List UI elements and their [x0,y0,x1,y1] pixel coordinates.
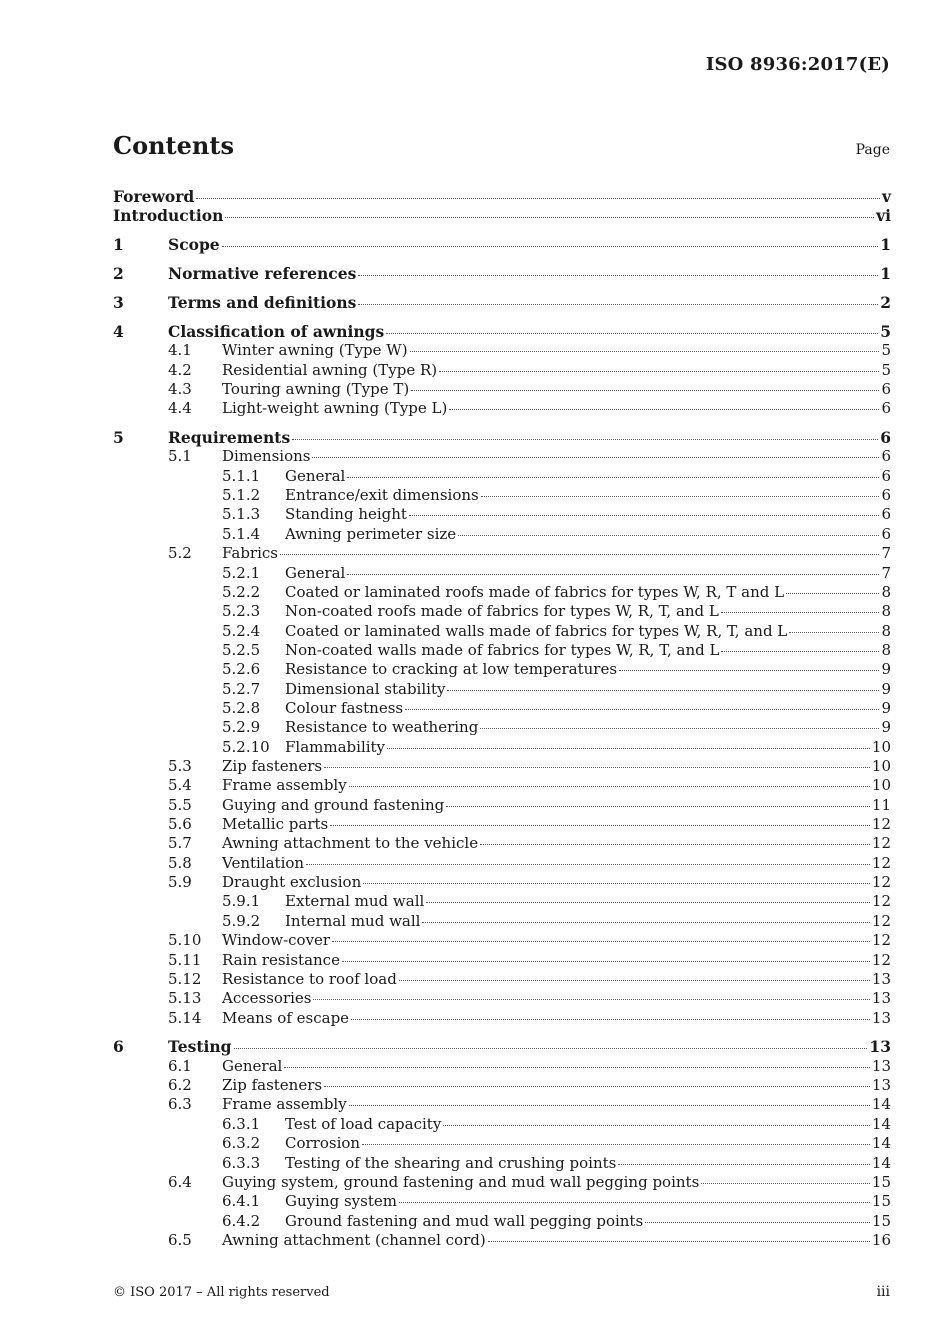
toc-entry-number: 5.2.10 [222,737,270,756]
toc-entry-title: Introduction [113,206,224,226]
toc-entry[interactable] [222,912,891,931]
dot-leader [443,1125,870,1126]
toc-entry[interactable] [168,796,891,815]
toc-entry[interactable] [168,776,891,795]
dot-leader [458,535,879,536]
toc-entry-page: 15 [871,1192,891,1211]
toc-entry[interactable] [168,1057,891,1076]
toc-entry-number: 5.13 [168,989,202,1008]
toc-entry-number: 5.5 [168,795,192,814]
toc-entry-page: 6 [881,447,891,466]
toc-entry-number: 5.2.5 [222,640,261,659]
toc-entry-page: 9 [881,679,891,698]
toc-entry-title: Corrosion [285,1134,361,1153]
dot-leader [313,999,869,1000]
toc-entry-number: 5.3 [168,757,192,775]
dot-leader [222,246,879,247]
toc-entry[interactable] [168,854,891,873]
toc-entry-title: Window-cover [222,931,331,950]
toc-entry-number: 5.1.1 [222,466,261,485]
toc-entry[interactable] [168,815,891,834]
toc-entry[interactable] [168,544,891,563]
toc-entry-page: 8 [881,621,891,640]
toc-entry-page: 16 [871,1230,891,1249]
toc-entry-number: 5.4 [168,776,192,795]
dot-leader [292,439,878,440]
toc-entry-page: 6 [881,399,891,418]
dot-leader [789,632,879,633]
toc-entry-number: 5.2.9 [222,718,261,737]
dot-leader [349,786,870,787]
toc-entry[interactable] [168,1009,891,1028]
toc-entry-title: Ventilation [222,853,305,872]
contents-heading: Contents [113,131,234,160]
toc-entry[interactable] [222,622,891,641]
toc-entry-number: 6.3.2 [222,1134,261,1153]
toc-entry-title: Coated or laminated roofs made of fabrics for types W, R, T and L [285,582,785,601]
toc-entry[interactable] [222,467,891,486]
dot-leader [619,670,879,671]
toc-entry[interactable] [222,718,891,737]
toc-entry-title: Resistance to weathering [285,718,479,737]
toc-entry-page: 1 [880,235,891,255]
dot-leader [480,844,870,845]
dot-leader [312,457,879,458]
toc-entry-page: 12 [871,873,891,892]
dot-leader [363,883,870,884]
toc-entry-number: 5.10 [168,931,202,950]
toc-entry-page: 8 [881,582,891,601]
toc-entry-title: Foreword [113,187,195,206]
toc-entry-page: 14 [871,1134,891,1153]
toc-entry[interactable] [168,447,891,466]
toc-entry[interactable] [222,525,891,544]
dot-leader [347,574,879,575]
dot-leader [362,1144,870,1145]
toc-entry-number: 5.2.3 [222,602,261,621]
toc-entry-title: Flammability [285,737,386,756]
toc-entry-title: Ground fastening and mud wall pegging points [285,1211,644,1230]
toc-entry[interactable] [168,1231,891,1250]
toc-entry[interactable] [168,341,891,360]
toc-entry-page: 6 [881,379,891,398]
toc-entry-title: Awning attachment (channel cord) [222,1230,486,1249]
toc-entry-page: 10 [871,776,891,795]
toc-entry[interactable] [222,641,891,660]
dot-leader [399,980,870,981]
toc-entry-page: 13 [871,989,891,1008]
toc-entry-title: Entrance/exit dimensions [285,486,479,505]
toc-entry-number: 5.8 [168,853,192,872]
toc-entry-page: 15 [871,1172,891,1191]
toc-entry-title: Awning perimeter size [285,524,457,543]
toc-entry[interactable] [168,873,891,892]
toc-entry-title: Non-coated walls made of fabrics for types W, R, T, and L [285,640,720,659]
toc-entry-title: Draught exclusion [222,873,362,892]
toc-entry-title: Dimensional stability [285,679,446,698]
toc-entry[interactable] [222,564,891,583]
toc-entry-number: 6.5 [168,1230,192,1249]
toc-entry[interactable] [113,322,891,341]
toc-entry[interactable] [222,505,891,524]
dot-leader [386,333,878,334]
dot-leader [405,709,879,710]
dot-leader [480,728,879,729]
toc-entry-page: 6 [881,486,891,505]
toc-entry[interactable] [168,757,891,776]
toc-entry[interactable] [113,206,891,225]
toc-entry-number: 5.9 [168,873,192,892]
toc-entry[interactable] [168,951,891,970]
toc-entry[interactable] [168,1076,891,1095]
toc-entry-title: Metallic parts [222,815,329,833]
toc-entry-title: Means of escape [222,1008,350,1027]
toc-entry-number: 6.3.3 [222,1153,261,1172]
dot-leader [422,922,869,923]
toc-entry[interactable] [168,931,891,950]
toc-entry-page: 7 [881,563,891,582]
toc-entry-number: 5.6 [168,815,192,833]
toc-entry-number: 4 [113,321,124,341]
toc-entry-title: Residential awning (Type R) [222,360,438,379]
toc-entry-page: 9 [881,660,891,679]
dot-leader [358,304,878,305]
toc-entry-page: 5 [880,321,891,341]
toc-entry-title: General [222,1056,283,1075]
dot-leader [409,515,879,516]
toc-entry-number: 5.9.1 [222,892,261,911]
toc-entry[interactable] [168,834,891,853]
toc-entry-number: 6.1 [168,1056,192,1075]
dot-leader [280,554,879,555]
dot-leader [349,1105,870,1106]
toc-entry-page: 13 [869,1037,891,1057]
toc-entry-number: 5 [113,428,124,447]
toc-entry-number: 5.2.8 [222,698,261,717]
toc-entry-number: 6.3 [168,1095,192,1114]
dot-leader [488,1241,870,1242]
toc-entry-number: 6.4 [168,1172,192,1191]
toc-entry[interactable] [168,970,891,989]
toc-entry-number: 6.2 [168,1076,192,1095]
dot-leader [786,593,879,594]
toc-entry[interactable] [168,399,891,418]
toc-entry-number: 4.4 [168,399,192,418]
toc-entry-title: Scope [168,235,220,255]
toc-entry[interactable] [168,1095,891,1114]
toc-entry[interactable] [113,293,891,312]
document-header-id: ISO 8936:2017(E) [705,54,890,75]
toc-entry-title: Non-coated roofs made of fabrics for types W, R, T, and L [285,602,719,621]
toc-entry-number: 1 [113,235,124,255]
toc-entry-title: Resistance to roof load [222,969,397,988]
toc-entry-title: Zip fasteners [222,757,323,775]
toc-entry-number: 5.9.2 [222,911,261,930]
toc-entry[interactable] [113,428,891,447]
toc-entry[interactable] [222,660,891,679]
toc-entry[interactable] [113,264,891,283]
toc-entry-title: Normative references [168,264,357,283]
toc-entry[interactable] [222,602,891,621]
toc-entry-title: Accessories [222,989,312,1008]
toc-entry-page: vi [876,206,891,226]
toc-entry-page: 12 [871,931,891,950]
dot-leader [351,1019,870,1020]
toc-entry-title: Awning attachment to the vehicle [222,834,479,853]
toc-entry-page: 7 [881,544,891,563]
toc-entry-page: 10 [871,757,891,775]
toc-entry-title: Guying and ground fastening [222,795,445,814]
toc-entry-page: 11 [871,795,891,814]
toc-entry-page: 12 [871,834,891,853]
dot-leader [721,651,879,652]
toc-entry[interactable] [168,1173,891,1192]
dot-leader [411,390,879,391]
toc-entry-page: 12 [871,853,891,872]
page-column-label: Page [855,142,890,158]
toc-entry-page: 5 [881,360,891,379]
toc-entry-page: 6 [881,466,891,485]
toc-entry-page: 13 [871,1056,891,1075]
toc-entry-page: 6 [880,428,891,447]
dot-leader [410,351,880,352]
dot-leader [330,825,870,826]
toc-entry-page: 14 [871,1095,891,1114]
dot-leader [358,275,878,276]
toc-entry-title: Guying system [285,1192,397,1211]
dot-leader [645,1222,870,1223]
toc-entry-page: 1 [880,264,891,283]
toc-entry-number: 5.2.1 [222,563,261,582]
toc-entry-page: 13 [871,1008,891,1027]
toc-entry-number: 4.3 [168,379,192,398]
toc-entry-number: 5.1.3 [222,505,261,524]
toc-entry[interactable] [222,1212,891,1231]
toc-entry-title: General [285,466,346,485]
toc-entry-number: 6.4.1 [222,1192,261,1211]
toc-entry-title: Guying system, ground fastening and mud wall pegging points [222,1172,700,1191]
toc-entry-title: Resistance to cracking at low temperatures [285,660,618,679]
toc-entry-title: Standing height [285,505,407,524]
dot-leader [234,1048,868,1049]
toc-entry-title: Rain resistance [222,950,340,969]
toc-entry-number: 5.12 [168,969,202,988]
dot-leader [399,1202,870,1203]
toc-entry-page: 6 [881,505,891,524]
toc-entry-number: 3 [113,292,124,312]
toc-entry[interactable] [222,699,891,718]
toc-entry-page: 13 [871,969,891,988]
toc-entry-title: Classification of awnings [168,321,385,341]
toc-entry-number: 4.1 [168,341,192,360]
toc-entry-number: 5.1 [168,447,192,466]
toc-entry-title: Light-weight awning (Type L) [222,399,448,418]
toc-entry[interactable] [222,1134,891,1153]
dot-leader [447,690,879,691]
toc-entry[interactable] [113,187,891,206]
toc-entry-title: Touring awning (Type T) [222,379,410,398]
toc-entry-number: 5.2.6 [222,660,261,679]
dot-leader [387,748,870,749]
toc-entry[interactable] [222,1192,891,1211]
dot-leader [324,1086,870,1087]
toc-entry[interactable] [222,1115,891,1134]
toc-entry-number: 5.1.4 [222,524,261,543]
toc-entry-page: v [881,187,891,206]
toc-entry-page: 12 [871,911,891,930]
toc-entry-number: 2 [113,264,124,283]
toc-entry-title: Frame assembly [222,776,347,795]
toc-entry[interactable] [222,583,891,602]
toc-entry-title: Dimensions [222,447,311,466]
toc-entry-page: 2 [880,292,891,312]
toc-entry-title: Colour fastness [285,698,404,717]
toc-entry-page: 13 [871,1076,891,1095]
toc-entry-number: 6.3.1 [222,1114,261,1133]
toc-entry-page: 15 [871,1211,891,1230]
toc-entry-title: Terms and definitions [168,292,357,312]
toc-entry[interactable] [222,680,891,699]
toc-entry[interactable] [222,892,891,911]
dot-leader [439,371,879,372]
toc-entry-title: Test of load capacity [285,1114,442,1133]
toc-entry-number: 5.2.2 [222,582,261,601]
toc-entry-page: 12 [871,892,891,911]
toc-entry-page: 12 [871,950,891,969]
toc-entry-number: 6.4.2 [222,1211,261,1230]
toc-entry-number: 6 [113,1037,124,1057]
toc-entry[interactable] [222,1154,891,1173]
toc-entry-title: Winter awning (Type W) [222,341,408,360]
toc-entry-number: 4.2 [168,360,192,379]
toc-entry-title: Testing of the shearing and crushing points [285,1153,617,1172]
toc-entry-page: 14 [871,1114,891,1133]
dot-leader [721,612,880,613]
toc-entry-page: 9 [881,718,891,737]
dot-leader [446,806,870,807]
toc-entry-title: General [285,563,346,582]
toc-entry[interactable] [113,1037,891,1056]
toc-entry-title: Internal mud wall [285,911,421,930]
dot-leader [449,409,879,410]
dot-leader [426,902,870,903]
toc-entry-title: Testing [168,1037,232,1057]
footer-copyright: © ISO 2017 – All rights reserved [113,1285,330,1300]
dot-leader [284,1067,870,1068]
toc-entry-page: 9 [881,698,891,717]
toc-entry-page: 10 [871,737,891,756]
toc-entry-title: External mud wall [285,892,425,911]
dot-leader [332,941,870,942]
toc-entry[interactable] [168,380,891,399]
dot-leader [701,1183,870,1184]
toc-entry-number: 5.7 [168,834,192,853]
toc-entry-title: Coated or laminated walls made of fabrics for types W, R, T, and L [285,621,788,640]
dot-leader [324,767,870,768]
dot-leader [342,961,870,962]
toc-entry-number: 5.1.2 [222,486,261,505]
toc-entry-number: 5.2.7 [222,679,261,698]
toc-entry-page: 12 [871,815,891,833]
toc-entry-title: Zip fasteners [222,1076,323,1095]
dot-leader [618,1164,870,1165]
dot-leader [347,477,879,478]
toc-entry[interactable] [222,738,891,757]
dot-leader [306,864,870,865]
toc-entry-page: 8 [881,602,891,621]
toc-entry-number: 5.14 [168,1008,202,1027]
toc-entry[interactable] [168,361,891,380]
toc-entry-number: 5.2 [168,544,192,563]
toc-entry-title: Fabrics [222,544,279,563]
toc-entry[interactable] [113,235,891,254]
toc-entry-page: 14 [871,1153,891,1172]
dot-leader [225,217,874,218]
toc-entry-number: 5.11 [168,950,202,969]
toc-entry-page: 5 [881,341,891,360]
toc-entry-number: 5.2.4 [222,621,261,640]
toc-entry-title: Requirements [168,428,291,447]
footer-page-number: iii [876,1284,890,1300]
toc-entry[interactable] [168,989,891,1008]
toc-entry-page: 6 [881,524,891,543]
toc-entry-title: Frame assembly [222,1095,347,1114]
dot-leader [196,198,880,199]
toc-entry[interactable] [222,486,891,505]
dot-leader [481,496,880,497]
toc-entry-page: 8 [881,640,891,659]
